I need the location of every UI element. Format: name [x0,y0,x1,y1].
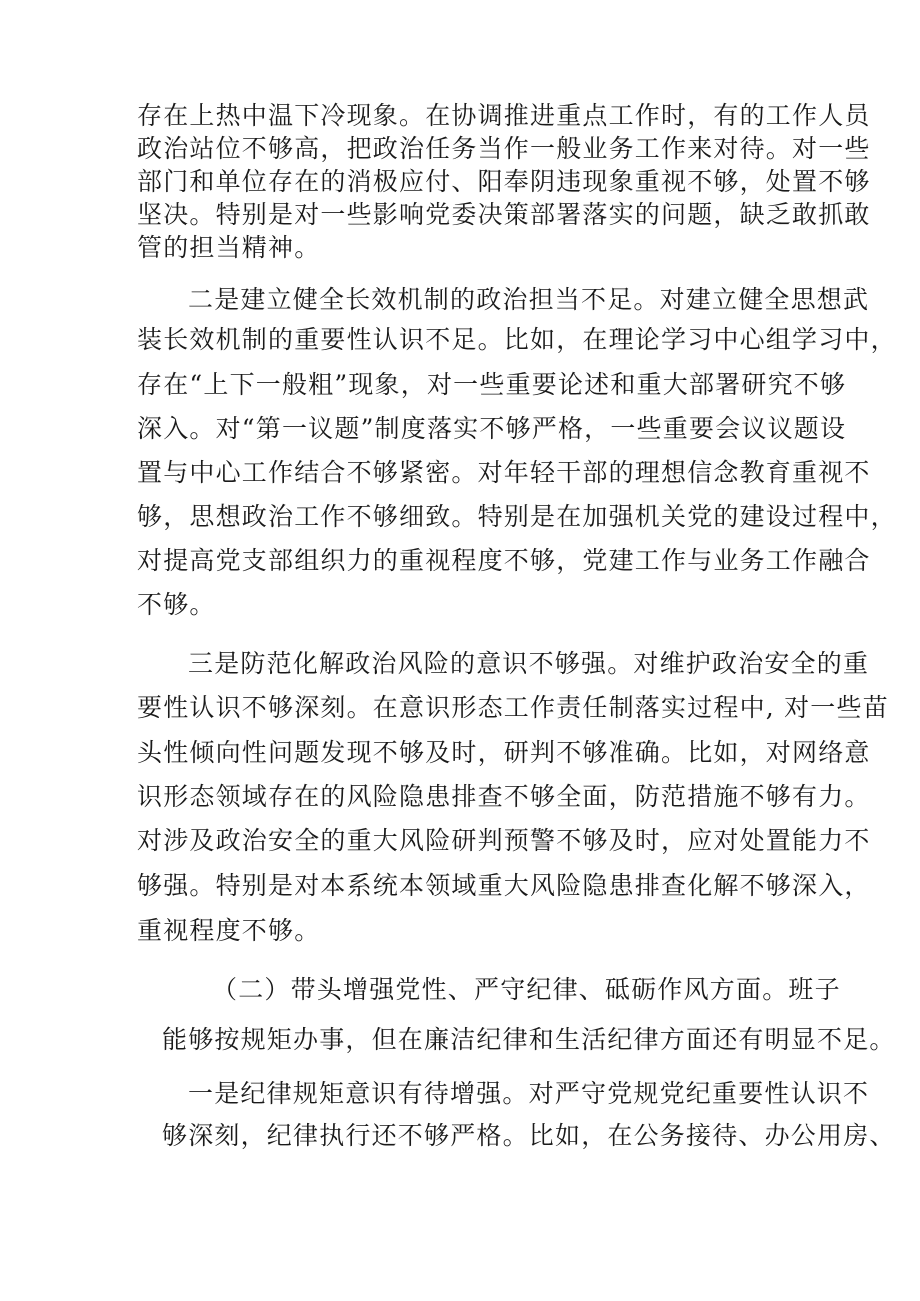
text-line: 三是防范化解政治风险的意识不够强。对维护政治安全的重 [188,649,870,678]
text-line: 要性认识不够深刻。在意识形态工作责任制落实过程中, 对一些苗 [137,693,889,722]
text-line: 对涉及政治安全的重大风险研判预警不够及时，应对处置能力不 [137,826,871,855]
text-line: 部门和单位存在的消极应付、阳奉阴违现象重视不够，处置不够 [137,167,871,196]
text-line: 对提高党支部组织力的重视程度不够，党建工作与业务工作融合 [137,546,871,575]
text-line: 头性倾向性问题发现不够及时，研判不够准确。比如，对网络意 [137,738,871,767]
text-line: 够，思想政治工作不够细致。特别是在加强机关党的建设过程中， [137,502,897,531]
text-line: 深入。对“第一议题”制度落实不够严格，一些重要会议议题设 [137,414,847,443]
text-line: （二）带头增强党性、严守纪律、砥砺作风方面。班子 [212,975,841,1004]
text-line: 够深刻，纪律执行还不够严格。比如，在公务接待、办公用房、 [162,1121,896,1150]
text-line: 重视程度不够。 [137,916,321,945]
text-line: 存在上热中温下冷现象。在协调推进重点工作时，有的工作人员 [137,101,871,130]
text-line: 坚决。特别是对一些影响党委决策部署落实的问题，缺乏敢抓敢 [137,200,871,229]
text-line: 政治站位不够高，把政治任务当作一般业务工作来对待。对一些 [137,134,871,163]
text-line: 一是纪律规矩意识有待增强。对严守党规党纪重要性认识不 [188,1079,870,1108]
text-line: 二是建立健全长效机制的政治担当不足。对建立健全思想武 [188,285,870,314]
text-line: 装长效机制的重要性认识不足。比如，在理论学习中心组学习中， [137,325,897,354]
text-line: 能够按规矩办事，但在廉洁纪律和生活纪律方面还有明显不足。 [162,1025,896,1054]
text-line: 置与中心工作结合不够紧密。对年轻干部的理想信念教育重视不 [137,458,871,487]
text-line: 识形态领域存在的风险隐患排查不够全面，防范措施不够有力。 [137,782,871,811]
text-line: 管的担当精神。 [137,233,321,262]
text-line: 够强。特别是对本系统本领域重大风险隐患排查化解不够深入， [137,871,871,900]
text-line: 不够。 [137,590,216,619]
text-line: 存在“上下一般粗”现象，对一些重要论述和重大部署研究不够 [137,370,847,399]
